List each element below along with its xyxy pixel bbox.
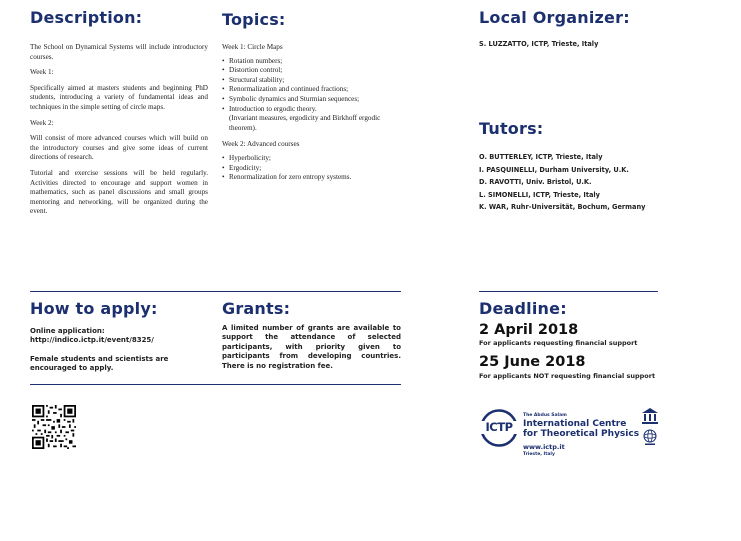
topics-week2-title: Week 2: Advanced courses: [222, 140, 300, 149]
topic-item: • Renormalization and continued fractions;: [222, 85, 402, 95]
iaea-emblem-icon: [641, 428, 659, 446]
organizer-heading: Local Organizer:: [479, 8, 630, 27]
description-heading: Description:: [30, 8, 143, 27]
unesco-emblem-icon: [640, 407, 660, 425]
topic-item: • Renormalization for zero entropy systems.: [222, 173, 402, 183]
grants-heading: Grants:: [222, 299, 291, 318]
apply-body: [30, 327, 215, 374]
tutor-item: O. BUTTERLEY, ICTP, Trieste, Italy: [479, 153, 603, 161]
topics-week1-title: Week 1: Circle Maps: [222, 43, 283, 51]
tutor-item: I. PASQUINELLI, Durham University, U.K.: [479, 165, 629, 174]
tutors-list: [479, 151, 719, 214]
grants-text: A limited number of grants are available to support the attendance of selected participants, with priority given to participants from developing countries. There is no registration fee.: [222, 324, 401, 370]
deadline-note-1: For applicants requesting financial support: [479, 339, 638, 347]
topics-body: [222, 43, 402, 183]
ictp-name-line2: for Theoretical Physics: [523, 429, 640, 439]
organizer-name: S. LUZZATTO, ICTP, Trieste, Italy: [479, 40, 599, 48]
topic-item: • Hyperbolicity;: [222, 154, 402, 164]
deadline-heading: Deadline:: [479, 299, 567, 318]
description-week2-text: Will consist of more advanced courses which will build on the introductory courses and give some ideas of current directions of research.: [30, 134, 208, 162]
topic-item: • Ergodicity;: [222, 164, 402, 174]
topics-week1-list: [222, 57, 402, 115]
topic-item: • Rotation numbers;: [222, 57, 402, 67]
topic-item: • Symbolic dynamics and Sturmian sequences;: [222, 95, 402, 105]
description-week1-label: Week 1:: [30, 68, 54, 77]
ictp-name: [523, 419, 639, 439]
ictp-logo: [479, 408, 519, 448]
apply-url-link[interactable]: http://indico.ictp.it/event/8325/: [30, 336, 154, 345]
topics-week2-list: [222, 154, 402, 183]
apply-note: Female students and scientists are encouraged to apply.: [30, 354, 169, 373]
topic-item: • Distortion control;: [222, 66, 402, 76]
description-activities: Tutorial and exercise sessions will be held regularly. Activities directed to encourage and support women in mathematics, such as panel discussions and small groups mentoring and networking, will be organized during the event.: [30, 168, 208, 216]
description-week2-label: Week 2:: [30, 118, 54, 127]
divider-rule-right: [479, 291, 658, 292]
qr-code: [32, 405, 76, 449]
description-intro: The School on Dynamical Systems will include introductory courses.: [30, 43, 208, 61]
tutor-item: K. WAR, Ruhr-Universität, Bochum, Germany: [479, 203, 646, 211]
ictp-name-line1: International Centre: [523, 419, 627, 429]
ictp-small-top: The Abdus Salam: [523, 413, 567, 418]
topics-heading: Topics:: [222, 10, 286, 29]
apply-heading: How to apply:: [30, 299, 158, 318]
deadline-note-2: For applicants NOT requesting financial support: [479, 372, 656, 380]
ictp-city: Trieste, Italy: [523, 452, 555, 457]
divider-rule-bottom: [30, 384, 401, 385]
ictp-website-link[interactable]: www.ictp.it: [523, 443, 565, 451]
tutor-item: D. RAVOTTI, Univ. Bristol, U.K.: [479, 178, 592, 186]
deadline-date-2: 25 June 2018: [479, 354, 586, 370]
ictp-acronym: ICTP: [479, 421, 519, 434]
deadline-date-1: 2 April 2018: [479, 322, 579, 338]
description-week1-text: Specifically aimed at masters students and beginning PhD students, introducing a variety of fundamental ideas and techniques in the simple setting of circle maps.: [30, 83, 208, 111]
topic-item: • Structural stability;: [222, 76, 402, 86]
topics-week1-note: (Invariant measures, ergodicity and Birkhoff ergodic theorem).: [229, 114, 381, 132]
tutors-heading: Tutors:: [479, 119, 544, 138]
topic-item: • Introduction to ergodic theory.: [222, 105, 402, 115]
tutor-item: L. SIMONELLI, ICTP, Trieste, Italy: [479, 190, 600, 199]
description-body: [30, 43, 208, 223]
apply-online-label: Online application:: [30, 327, 105, 335]
divider-rule-left: [30, 291, 401, 292]
